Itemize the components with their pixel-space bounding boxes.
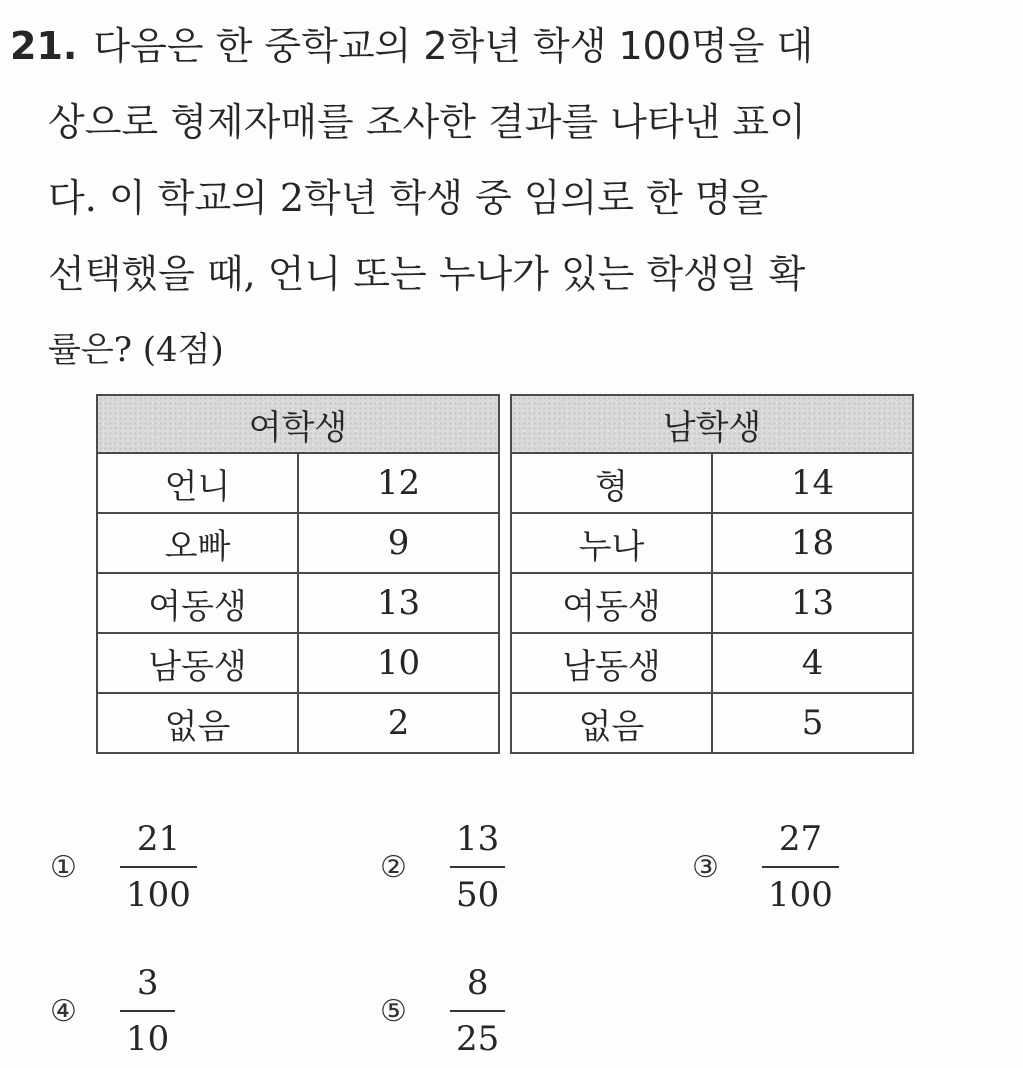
row-label: 형	[511, 453, 712, 513]
row-value: 5	[712, 693, 913, 753]
choice-marker: ③	[692, 849, 719, 885]
fraction-denominator: 100	[126, 875, 191, 915]
male-students-table	[510, 394, 914, 754]
fraction-bar	[762, 866, 839, 868]
row-label: 남동생	[511, 633, 712, 693]
question-text-line: 선택했을 때, 언니 또는 누나가 있는 학생일 확	[48, 252, 806, 296]
fraction-denominator: 10	[126, 1019, 170, 1059]
choice-marker: ②	[380, 849, 407, 885]
answer-choice-4[interactable]	[50, 962, 175, 1060]
row-value: 4	[712, 633, 913, 693]
table-row	[511, 453, 913, 513]
row-label: 없음	[511, 693, 712, 753]
answer-choice-3[interactable]	[692, 818, 839, 916]
table-row	[97, 693, 499, 753]
choice-marker: ①	[50, 849, 77, 885]
row-value: 14	[712, 453, 913, 513]
row-value: 13	[298, 573, 499, 633]
question-text-line: 률은? (4점)	[48, 330, 224, 370]
question	[10, 8, 1010, 388]
row-label: 오빠	[97, 513, 298, 573]
question-number: 21.	[10, 24, 78, 68]
row-label: 여동생	[97, 573, 298, 633]
row-value: 2	[298, 693, 499, 753]
row-label: 언니	[97, 453, 298, 513]
table-row	[511, 513, 913, 573]
fraction-numerator: 21	[136, 819, 181, 859]
table-row	[97, 453, 499, 513]
row-value: 10	[298, 633, 499, 693]
table-row	[511, 573, 913, 633]
row-value: 13	[712, 573, 913, 633]
fraction	[450, 962, 505, 1060]
fraction-bar	[120, 1010, 175, 1012]
fraction-bar	[450, 1010, 505, 1012]
fraction	[120, 962, 175, 1060]
fraction-bar	[120, 866, 197, 868]
question-line-1	[10, 8, 1010, 84]
fraction-numerator: 13	[456, 819, 500, 859]
choice-marker: ④	[50, 993, 77, 1029]
answer-choice-1[interactable]	[50, 818, 197, 916]
row-label: 누나	[511, 513, 712, 573]
table-row	[511, 633, 913, 693]
table-row	[511, 693, 913, 753]
table-header-female: 여학생	[97, 395, 499, 453]
table-header-male: 남학생	[511, 395, 913, 453]
fraction-bar	[450, 866, 505, 868]
row-value: 18	[712, 513, 913, 573]
fraction-numerator: 8	[466, 963, 489, 1003]
female-students-table	[96, 394, 500, 754]
question-text-line: 다. 이 학교의 2학년 학생 중 임의로 한 명을	[48, 176, 769, 220]
table-row	[97, 633, 499, 693]
question-text-line: 상으로 형제자매를 조사한 결과를 나타낸 표이	[48, 100, 806, 144]
table-row	[97, 513, 499, 573]
fraction	[450, 818, 505, 916]
row-value: 9	[298, 513, 499, 573]
question-text-line: 다음은 한 중학교의 2학년 학생 100명을 대	[93, 24, 814, 68]
row-label: 남동생	[97, 633, 298, 693]
fraction	[120, 818, 197, 916]
fraction-numerator: 27	[778, 819, 823, 859]
row-label: 없음	[97, 693, 298, 753]
choice-marker: ⑤	[380, 993, 407, 1029]
fraction-numerator: 3	[136, 963, 159, 1003]
table-row	[97, 573, 499, 633]
answer-choice-2[interactable]	[380, 818, 505, 916]
fraction-denominator: 50	[456, 875, 500, 915]
row-label: 여동생	[511, 573, 712, 633]
fraction	[762, 818, 839, 916]
row-value: 12	[298, 453, 499, 513]
fraction-denominator: 25	[456, 1019, 500, 1059]
answer-choice-5[interactable]	[380, 962, 505, 1060]
fraction-denominator: 100	[768, 875, 833, 915]
